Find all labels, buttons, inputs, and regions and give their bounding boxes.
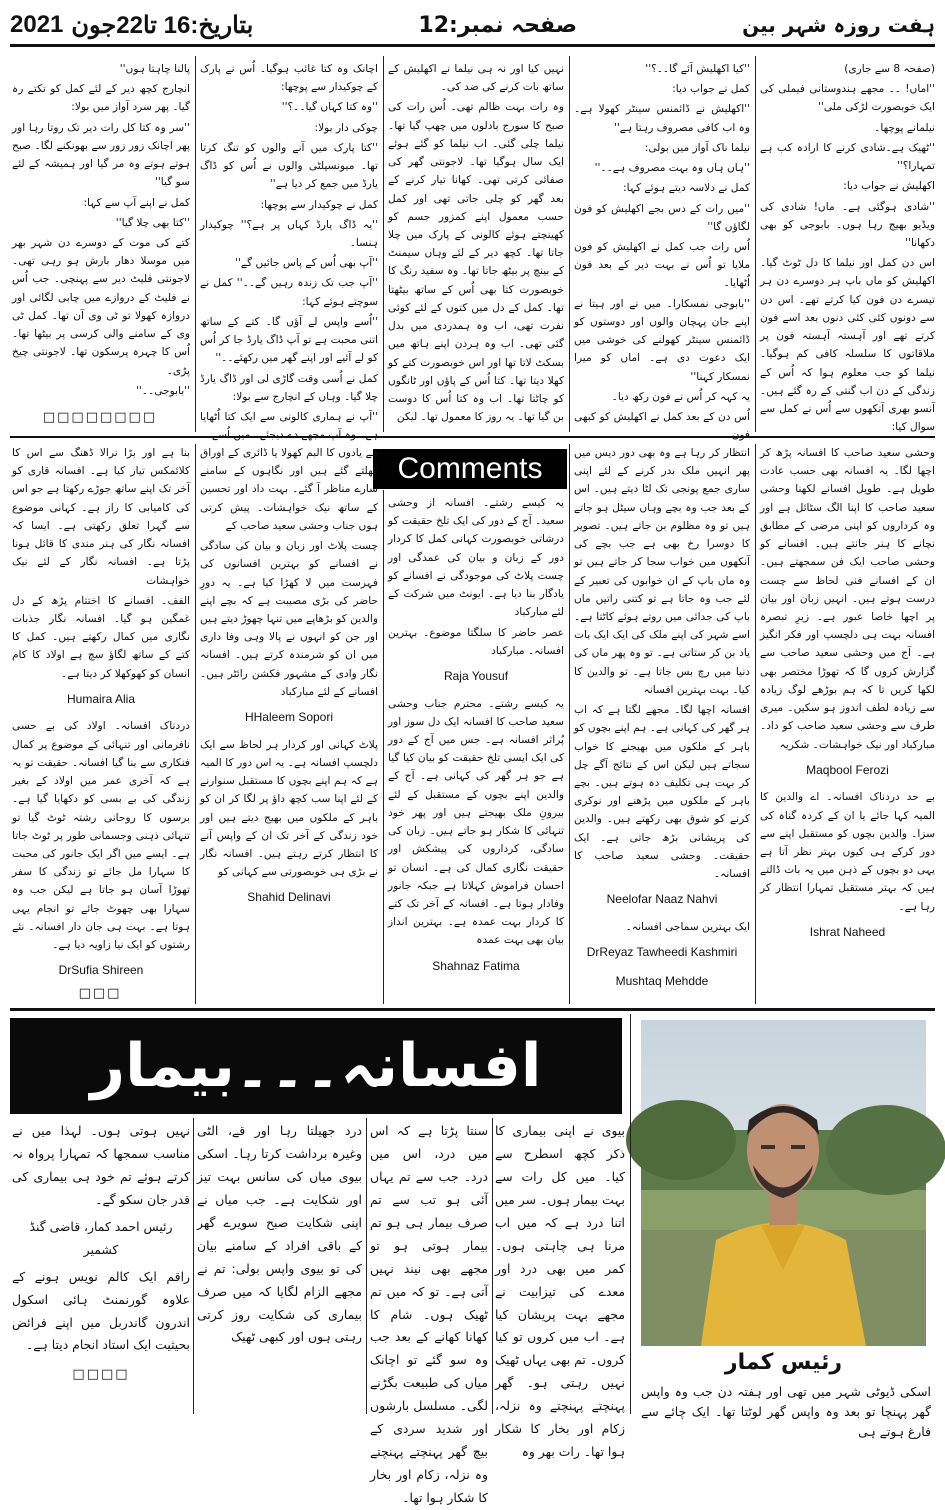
section-rule <box>10 436 935 438</box>
commenter-name: Humaira Alia <box>66 691 136 706</box>
comment-text: الفف۔ افسانے کا اختتام پڑھ کے دل غمگین ہو گیا۔ افسانہ نگار جذبات نگاری میں کمال رکھتے ہیں۔ کمل کا کتے کے ساتھ لگاؤ سچ ہے اولاد کا کام انسان کو کھوکھلا کر دیتا ہے۔ <box>12 594 190 680</box>
column-divider <box>755 56 756 432</box>
story2-text: اسکی ڈیوٹی شہر میں تھی اور ہفتہ دن جب وہ واپس گھر پہنچا تو بعد وہ واپس گھر لوٹتا تھا۔ ایک چائے سے فارغ ہوتے ہی <box>641 1384 931 1439</box>
story2-text: نہیں ہوتی ہوں۔ لہذا میں نے مناسب سمجھا کہ تمہارا پرواہ نہ کرتے ہوئے تم خود ہی بیماری کی قدر جان سکو گے۔ <box>12 1123 190 1207</box>
story2-column-1 <box>495 1120 625 1460</box>
story-paragraph: ''کتا بھی چلا گیا'' <box>115 216 190 229</box>
comments-column-2 <box>574 444 750 1000</box>
newspaper-name: ہفت روزہ شہر بین <box>742 13 935 37</box>
commenter-name: Neelofar Naaz Nahvi <box>606 892 718 907</box>
commenter-name: Maqbool Ferozi <box>806 762 889 777</box>
story-paragraph: ''وہ کتا کہاں گیا۔۔؟'' <box>281 101 378 114</box>
story-paragraph: چوکی دار بولا: <box>314 121 378 134</box>
story2-column-2 <box>370 1120 488 1505</box>
column-divider <box>569 444 570 1004</box>
author-photo-image <box>641 1020 926 1346</box>
story-paragraph: (صفحہ 8 سے جاری) <box>844 63 935 75</box>
commenter-name: HHaleem Sopori <box>244 710 334 725</box>
comment-text: بنا ہے اور بڑا نرالا ڈھنگ سے اس کا کلائمکس تیار کیا ہے۔ افسانہ قاری کو آخر تک اپنے ساتھ جوڑے رکھتا ہے جو اس کی کامیابی کا راز ہے۔ کہانی موضوع سے گہرا تعلق رکھتی ہے۔ ایسا کہ افسانہ نگار کی ہنر مندی کا قائل ہونا پڑتا ہے۔ افسانہ نگار کے لئے نیک خواہشات <box>12 447 190 587</box>
story-paragraph: ''آپ جب تک زندہ رہیں گے۔۔'' کمل نے سوچتے ہوئے کہا: <box>200 277 378 308</box>
story-column-3 <box>388 60 564 430</box>
commenter-name: DrReyaz Tawheedi Kashmiri <box>586 945 738 960</box>
column-divider <box>383 490 384 1004</box>
story-paragraph: ''بابوجی نمسکارا۔ میں نے اور ہیتا نے اپنے جان پہچان والوں اور دوستوں کو ڈائمنس سینٹر کھولنے کی خوشی میں ایک دعوت دی ہے۔ اماں کو میرا نمسکار کہنا'' <box>574 297 750 383</box>
column-divider <box>195 56 196 432</box>
comment-text: بے حد دردناک افسانہ۔ اے والدین کا المیہ کہا جائے یا ان کے کردہ گناہ کی سزا۔ والدین بچوں کو مستقبل اپنے سے دور کرکے ہی کیوں بہتر نظر آتا ہے یہی دو بچوں کے ذہن میں یہ بات ڈالتے ہیں کہ بہتر مستقبل تمہارا انتظار کر رہا ہے۔ <box>760 791 935 913</box>
story2-text: درد جھیلتا رہا اور قے، الٹی وغیرہ برداشت کرتا رہا۔ اسکی بیوی میاں کی سانس بہت تیز اور شکایت ہے۔ جب میاں نے اپنی شکایت صبح سویرے گھر کے باقی افراد کے سامنے بیان کی تو بیوی واپس بولی: تم نے مجھے الزام لگایا کہ میں صرف بیماری کی شکایت روز کرتی رہتی ہوں اور کبھی ٹھیک <box>197 1123 362 1345</box>
story-paragraph: ''سر وہ کتا کل رات دیر تک روتا رہا اور پھر اچانک زور زور سے بھونکنے لگا۔ صبح ہوتے ہوتے وہ مر گیا اور ہمیشہ کے لئے سو گیا'' <box>12 121 190 189</box>
story-paragraph: ''اماں! ۔۔ مجھے ہندوستانی فیملی کی ایک خوبصورت لڑکی ملی'' <box>760 83 935 114</box>
date-year: 2021 <box>10 10 64 38</box>
story2-column-0 <box>641 1382 931 1439</box>
comment-text: ایک بہترین سماجی افسانہ۔ <box>625 920 750 933</box>
comment-text: عصر حاضر کا سلگتا موضوع۔ بہترین افسانہ۔ مبارکباد <box>388 626 564 657</box>
comments-heading: Comments <box>373 449 567 489</box>
comment-text: چست پلاٹ اور زبان و بیان کی سادگی نے افسانے کو بہترین افسانوں کی فہرست میں لا کھڑا کیا ہے۔ یہ دورِ حاضر کی بڑی مصیبت ہے کہ بچے اپنے والدین کو بڑھاپے میں تنہا چھوڑ دیتے ہیں اور جن کو انہوں نے پالا وہی وفا داری میں ان کو شرمندہ کرتے ہیں۔ افسانہ نگار وادی کے مشہور فکشن رائٹر ہیں۔ افسانے کے لئے مبارکباد <box>200 540 378 698</box>
story-title: افسانہ۔۔۔بیمار <box>90 1031 542 1101</box>
comment-text: وحشی سعید صاحب کا افسانہ پڑھ کر اچھا لگا۔ یہ افسانہ بھی حسب عادت طویل ہے۔ طویل افسانے لکھنا وحشی سعید صاحب کا اپنا الگ سٹائل ہے اور وہ کرداروں کو اپنی مرضی کے مطابق نچانے کا ہنر جانتے ہیں۔ افسانے کو وحشی صاحب ایک فن سمجھتے ہیں۔ ان کے افسانے فنی لحاظ سے چست درست ہوتے ہیں۔ انہیں زبان اور بیان پر اچھا خاصا عبور ہے۔ زیرِ تبصرہ افسانہ بہت ہی دلچسپ اور فکر انگیز ہے۔ آج میں وحشی سعید صاحب سے گزارش کروں گا کہ تھوڑا مختصر بھی لکھا کریں تا کہ ہم بوڑھے لوگ زیادہ سے زیادہ لطف اندوز ہو سکیں۔ میری طرف سے وحشی سعید صاحب کو داد۔ مبارکباد اور نیک خواہشات۔ شکریہ <box>760 447 935 751</box>
column-divider <box>366 1118 367 1414</box>
comment-text: پلاٹ کہانی اور کردار ہر لحاظ سے ایک دلچسپ افسانہ ہے۔ یہ اس دور کا المیہ ہے کہ ہم اپنے بچوں کا مستقبل سنوارنے کے لئے اپنا سب کچھ داؤ پر لگا کر ان کو باہر کے ملکوں میں بھیج دیتے ہیں اور خود زندگی کے آخر تک ان کے واپس آنے کا انتظار کرتے رہتے ہیں۔ افسانہ نگار نے بڑی ہی خوبصورتی سے کہانی کو <box>200 738 378 879</box>
story-column-2 <box>574 60 750 430</box>
story-column-5 <box>12 60 190 430</box>
story-paragraph: اکھلیش نے جواب دیا: <box>843 180 935 193</box>
page-number: صفحہ نمبر:12 <box>418 12 578 38</box>
story-paragraph: اُس رات جب کمل نے اکھلیش کو فون ملایا تو اُس نے بہت دیر کے بعد فون اُٹھایا۔ <box>574 240 750 290</box>
story-column-1 <box>760 60 935 434</box>
story-paragraph: اچانک وہ کتا غائب ہوگیا۔ اُس نے پارک کے چوکیدار سے پوچھا: <box>200 63 378 94</box>
author-bio: راقم ایک کالم نویس ہونے کے علاوہ گورنمنٹ ہائی اسکول اندرون گاندربل میں اپنے فرائض بحیثیت ایک استاد انجام دیتا ہے۔ <box>12 1268 190 1353</box>
story-paragraph: کمل نے جواب دیا: <box>672 83 750 96</box>
story-paragraph: وہ رات بہت ظالم تھی۔ اُس رات کی صبح کا سورج بادلوں میں چھپ گیا تھا۔ نیلما چلی گئی۔ اب نیلما کو گئے ہوئے ایک سال ہوگیا تھا۔ لاجونتی گھر کی صفائی کرتی تھی۔ کھانا تیار کرنے کے بعد گھر کو چلی جاتی تھی اور کمل حسب معمول اپنے کمزور جسم کو کھینچتے ہوئے کالونی کے پارک میں چلا جاتا تھا۔ کچھ دیر کے لئے وہاں سیمنٹ کے بینچ پر بیٹھ جاتا تھا۔ وہ سفید رنگ کا خوبصورت کتا بھی اُس کے ساتھ بیٹھتا تھا۔ کمل کے دل میں کتوں کے لئے کوئی نفرت تھی، اب وہ ہمدردی میں بدل گئی تھی۔ اب وہ ہردن اپنے ہاتھ میں بسکٹ لاتا تھا اور اس خوبصورت کتے کو کھلا دیتا تھا۔ کتا اُس کے پاؤں اور ٹانگوں کو چاٹتا تھا۔ اب وہ کتا اُس کا دوست بن گیا تھا۔ یہ روز کا معمول تھا۔ لیکن <box>388 101 564 424</box>
story-paragraph: ''اکھلیش نے ڈائمنس سینٹر کھولا ہے۔ وہ اب کافی مصروف رہتا ہے'' <box>574 103 750 134</box>
commenter-name: DrSufia Shireen <box>58 963 144 978</box>
author-name: رئیس کمار <box>724 1350 843 1375</box>
column-divider <box>195 444 196 1004</box>
column-divider <box>569 56 570 432</box>
story-paragraph: انچارج کچھ دیر کے لئے کمل کو تکتے رہ گیا۔ پھر سرد آواز میں بولا: <box>12 83 190 114</box>
commenter-name: Raja Yousuf <box>443 668 509 683</box>
comments-column-1 <box>760 444 935 1000</box>
story-column-4 <box>200 60 378 430</box>
story-paragraph: ''ٹھیک ہے۔شادی کرنے کا ارادہ کب ہے تمہارا؟'' <box>760 141 935 173</box>
story-paragraph: ''یہ ڈاگ یارڈ کہاں پر ہے؟'' چوکیدار ہنسا۔ <box>200 218 378 249</box>
story-paragraph: ''ہاں ہاں وہ بہت مصروف ہے۔۔'' <box>594 162 750 175</box>
comments-column-3 <box>388 494 564 1000</box>
story-banner <box>10 1018 622 1114</box>
story-paragraph: نیلمانے پوچھا۔ <box>874 121 935 134</box>
author-photo <box>641 1020 926 1346</box>
commenter-name: Ishrat Naheed <box>809 924 886 939</box>
story2-column-3 <box>197 1120 362 1410</box>
story-paragraph: ''کتا پارک میں آنے والوں کو تنگ کرتا تھا۔ میونسپلٹی والوں نے اُس کو ڈاگ یارڈ میں جمع کر دیا ہے'' <box>200 141 378 191</box>
story-paragraph: اُس دن کے بعد کمل نے اکھلیش کو کبھی <box>574 410 750 423</box>
comment-text: یہ کیسے رشتے۔ افسانہ از وحشی سعید۔ آج کے دور کی ایک تلخ حقیقت کو درشاتی خوبصورت کہانی کمل کا کردار دور کے زبان و بیان کی عمدگی اور چست پلاٹ کی موجودگی نے افسانے کو یادگار بنا دیا ہے۔ ایونٹ میں شرکت کے لئے مبارکباد <box>388 497 564 619</box>
story-paragraph: ''کیا اکھلیش آئے گا۔۔؟'' <box>645 63 750 75</box>
section-rule <box>10 1008 935 1011</box>
column-divider <box>755 444 756 1004</box>
story-paragraph: کمل نے دلاسہ دیتے ہوئے کہا: <box>623 182 750 195</box>
comments-end-marker: □□□ <box>78 986 122 1001</box>
comment-text: افسانہ اچھا لگا۔ مجھے لگتا ہے کہ اب ہر گھر کی کہانی ہے۔ ہم اپنے بچوں کو باہر کے ملکوں میں بھیجنے کا خواب سجاتے ہیں لیکن اس کے نتائج آگے چل کر بہت ہی تکلیف دہ ہوتے ہیں۔ بچے باہر کے ملکوں میں پڑھنے اور نوکری کرنے کو شوق بھی رکھتے ہیں۔ والدین کی پریشانی بڑھ جاتی ہے۔ ایک حقیقت۔ وحشی سعید صاحب کا افسانہ۔ <box>574 704 750 881</box>
story2-column-4 <box>12 1120 190 1415</box>
story-paragraph: کمل نے چوکیدار سے پوچھا: <box>260 198 378 211</box>
comment-text: انتظار کر رہا ہے وہ بھی دور دیس میں پھر انہیں ملک بدر کرنے کے لئے اپنی ساری جمع پونجی تک لٹا دیتے ہیں۔ اس کے بعد جب وہ بچے وہاں سیٹل ہو جاتے ہیں تو وہ مظلوم بن جاتے ہیں۔ تصویر کا دوسرا رخ بھی ہے جب بچے کی آنکھوں میں خواب سجا کر جاتے ہیں تو وہ ماں باپ کے ان خوابوں کی تعبیر کے لئے جب وہ جاتا ہے تو کتنی راتیں ماں باپ کی جدائی میں روتے ہوئے کاٹتا ہے۔ اسے شہر کی اپنے ملک کی ایک ایک بات یاد بن کر ستاتی ہے۔ تو وہ پھر ماں کی دنیا میں رچ بس جاتا ہے۔ تو والدین کا کیا۔ بہت بہترین افسانہ <box>574 447 750 696</box>
story-paragraph: اس دن کمل اور نیلما کا دل ٹوٹ گیا۔ اکھلیش کو ماں باپ ہر دوسرے دن ہر تیسرے دن فون کیا کرتے تھے۔ اس دن سے دونوں کئی کئی دنوں بعد اسے فون کرتے تھے اور آہستہ آہستہ فون پر ملاقاتوں کا سلسلہ کافی کم ہوگیا۔ نیلما کو جب معلوم ہوا کہ اُس کے زندگی کے دن اب گنتی کے رہ گئے ہیں۔ آنسو بھری آنکھوں سے اُس نے کمل سے سوال کیا: <box>760 257 935 434</box>
story-paragraph: ''میں رات کے دس بجے اکھلیش کو فون لگاؤں گا'' <box>574 202 750 233</box>
story-end-marker: □□□□□□□□ <box>42 410 158 425</box>
story-paragraph: نیلما ناک آواز میں بولی: <box>644 141 750 154</box>
column-divider <box>383 56 384 432</box>
page-header <box>10 8 935 42</box>
story2-signature: رئیس احمد کمار، قاضی گنڈ کشمیر <box>29 1218 173 1257</box>
issue-date <box>10 11 253 40</box>
story-paragraph: ''اُسے واپس لے آؤں گا۔ کتے کے ساتھ اتنی محبت ہے تو آپ ڈاگ یارڈ جا کر اُس کو لے آئیے اور اپنے گھر میں رکھئے۔۔'' <box>200 315 378 365</box>
story-paragraph: ''بابوجی۔۔'' <box>135 384 190 397</box>
story-paragraph: ''شادی ہوگئی ہے۔ ماں! شادی کی ویڈیو بھیج رہا ہوں۔ بابوجی کو بھی دکھانا'' <box>760 200 935 249</box>
story-paragraph: یہ کہہ کر اُس نے فون رکھ دیا۔ <box>611 390 750 403</box>
date-range: بتاریخ:16 تا22جون <box>71 11 254 39</box>
comment-text: ہے یادوں کا البم کھولا یا ڈائری کے اوراق کھلتے گئے ہیں اور نگاہوں کے سامنے سارے مناظر آ گئے۔ بہت داد اور تحسین کے ساتھ نیک خواہشات۔ پیش کرتی ہوں جناب وحشی سعید صاحب کے <box>200 447 378 532</box>
comment-text: یہ کیسے رشتے۔ محترم جناب وحشی سعید صاحب کا افسانہ ایک دل سوز اور پُراثر افسانہ ہے۔ جس میں آج کے دور کی ایک ایسی تلخ حقیقت کو بیان کیا گیا ہے جو ہر گھر کی کہانی ہے۔ آج کے والدین اپنے بچوں کے مستقبل کے لئے بیرونِ ملک بھیجتے ہیں اور پھر خود تنہائی کا شکار ہو جاتے ہیں۔ زبان کی سادگی، کرداروں کی پیشکش اور حقیقت نگاری کمال کی ہے۔ انسان تو احسان فراموش کہلاتا ہے جبکہ جانور وفادار ہوتا ہے۔ افسانہ کے آخر تک کتے کا کردار بہت عمدہ ہے۔ بہترین انداز بیان بھی بہت عمدہ <box>388 697 564 947</box>
commenter-name: Mushtaq Mehdde <box>615 973 709 988</box>
story-paragraph: کتے کی موت کے دوسرے دن شہر بھر میں موسلا دھار بارش ہو رہی تھی۔ لاجونتی فلیٹ دیر سے پہنچی۔ جب اُس نے فلیٹ کے دروازے میں چابی لگائی اور دروازہ کھولا تو ٹی وی آن تھا۔ کمل ٹی وی کے سامنے والی کرسی پر بیٹھا تھا۔ اُس کا چہرہ پرسکون تھا۔ لاجونتی چیخ پڑی۔ <box>12 236 190 377</box>
story-paragraph: ''آپ بھی اُس کے پاس جائیں گے'' <box>235 257 378 270</box>
story-paragraph: ''آپ نے ہماری کالونی سے ایک کتا اُٹھایا <box>200 410 378 423</box>
story2-text: بیوی نے اپنی بیماری کا ذکر کچھ اسطرح سے کیا۔ میں کل رات سے بہت بیمار ہوں۔ سر میں اتنا درد ہے کہ میں اب مرنا ہی چاہتی ہوں۔ کمر میں بھی درد اور معدے کی تیزابیت نے مجھے بہت پریشان کیا ہے۔ اب میں کروں تو کیا کروں۔ تم بھی یہاں ٹھیک نہیں رہتی ہو۔ گھر پہنچتے پہنچتے وہ نزلہ، زکام اور بخار کا شکار ہوا تھا۔ رات بھر وہ <box>495 1123 625 1460</box>
comment-text: دردناک افسانہ۔ اولاد کی بے حسی نافرمانی اور تنہائی کے موضوع پر کمال فنکاری سے بنا گیا افسانہ۔ حقیقت تو یہ ہے کہ آخری عمر میں اولاد کے بغیر زندگی کی بے بسی کو دکھایا گیا ہے۔ برسوں کا روحانی رشتہ ٹوٹ گیا تو تنہائی ذہنی وجسمانی طور پر ٹوٹ جاتا ہے۔ ایسے میں اگر ایک جانور کی محبت کا سہارا مل جائے تو زندگی کا سفر تھوڑا آسان ہو جاتا ہے لیکن جب وہ سہارا بھی چھوٹ جائے تو انجام یہی ہوتا ہے۔ بہت ہی جان دار افسانہ۔ نئے رشتوں کو ایک نیا زاویہ دیا ہے۔ <box>12 720 190 952</box>
header-rule <box>10 44 935 47</box>
commenter-name: Shahnaz Fatima <box>432 958 520 973</box>
comments-column-5 <box>12 444 190 979</box>
commenter-name: Shahid Delinavi <box>247 890 331 905</box>
story-paragraph: کمل نے اُسی وقت گاڑی لی اور ڈاگ یارڈ چلا گیا۔ وہاں کے انچارج سے بولا: <box>200 372 378 403</box>
story-paragraph: کمل نے اپنے آپ سے کہا: <box>83 196 190 209</box>
story-paragraph: پالنا چاہتا ہوں'' <box>119 63 190 75</box>
story-paragraph: نہیں کیا اور نہ ہی نیلما نے اکھلیش کے ساتھ بات کرنے کی ضد کی۔ <box>388 63 564 94</box>
column-divider <box>193 1118 194 1414</box>
story2-end-marker: □□□□ <box>72 1367 130 1383</box>
column-divider <box>492 1118 493 1414</box>
story2-text: سنتا پڑتا ہے کہ اس میں درد، اس میں درد۔ جب سے تم یہاں آئی ہو تب سے تم صرف بیمار ہی ہو تم بیمار ہوتی ہو تو مجھے بھی نیند نہیں آتی ہے۔ تو کہ میں تم ٹھیک ہوں۔ شام کا کھانا کھانے کے بعد جب وہ سو گئے تو اچانک میاں کی طبیعت بگڑنے لگی۔ مسلسل بارشوں اور شدید سردی کے بیچ گھر پہنچتے پہنچتے وہ نزلہ، زکام اور بخار کا شکار ہوا تھا۔ <box>370 1123 488 1505</box>
column-divider <box>630 1014 631 1414</box>
comments-column-4 <box>200 444 378 1000</box>
